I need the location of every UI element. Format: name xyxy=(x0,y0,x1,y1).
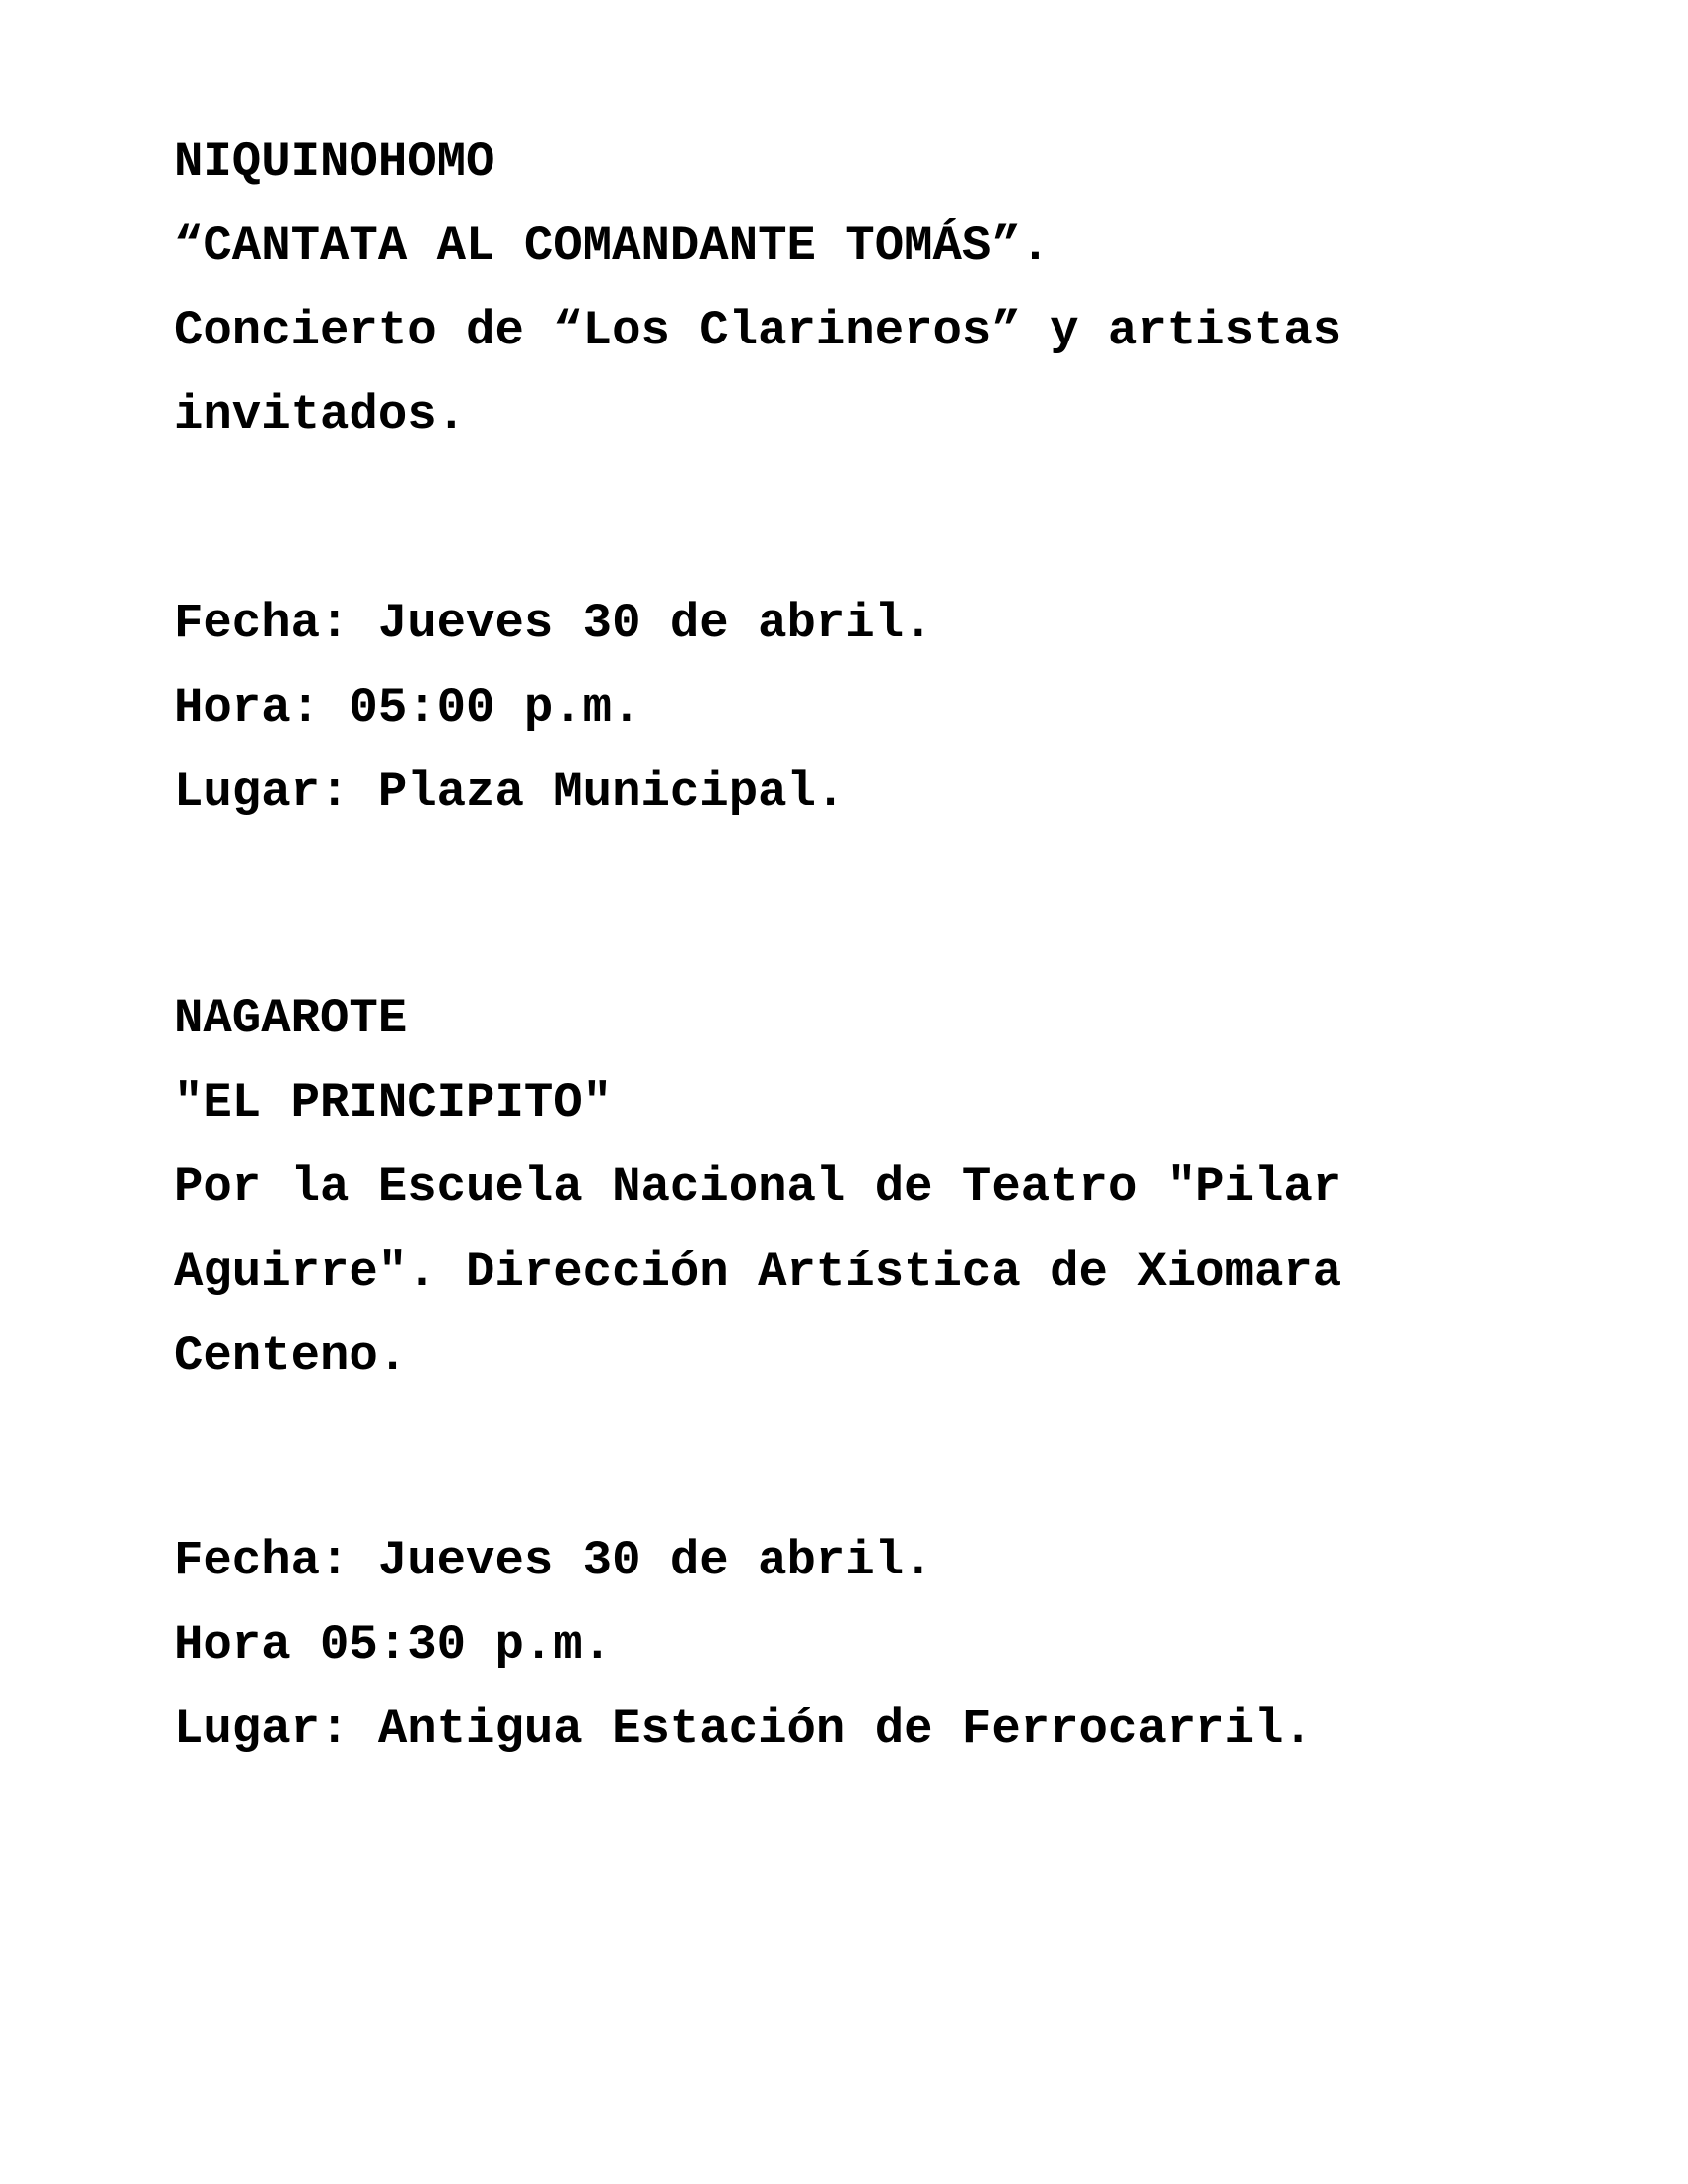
event-details-niquinohomo xyxy=(174,582,933,835)
event-time-niquinohomo: Hora: 05:00 p.m. xyxy=(174,680,641,736)
event-date-nagarote: Fecha: Jueves 30 de abril. xyxy=(174,1533,933,1588)
event-description-line-5: Centeno. xyxy=(174,1328,408,1384)
event-time-nagarote: Hora 05:30 p.m. xyxy=(174,1617,613,1673)
event-title-principito: "EL PRINCIPITO" xyxy=(174,1075,613,1131)
event-description-line-2: invitados. xyxy=(174,387,467,443)
event-description-line-4: Aguirre". Dirección Artística de Xiomara xyxy=(174,1244,1342,1299)
event-description-line-3: Por la Escuela Nacional de Teatro "Pilar xyxy=(174,1160,1342,1215)
event-date-niquinohomo: Fecha: Jueves 30 de abril. xyxy=(174,596,933,651)
event-title-cantata: “CANTATA AL COMANDANTE TOMÁS”. xyxy=(174,218,1051,274)
event-description-line-1: Concierto de “Los Clarineros” y artistas xyxy=(174,303,1342,358)
event-block-niquinohomo xyxy=(174,120,1341,458)
event-place-nagarote: Lugar: Antigua Estación de Ferrocarril. xyxy=(174,1702,1313,1757)
city-heading-niquinohomo: NIQUINOHOMO xyxy=(174,134,495,190)
city-heading-nagarote: NAGAROTE xyxy=(174,991,408,1046)
event-block-nagarote xyxy=(174,977,1341,1399)
event-details-nagarote xyxy=(174,1519,1313,1772)
event-place-niquinohomo: Lugar: Plaza Municipal. xyxy=(174,764,846,820)
